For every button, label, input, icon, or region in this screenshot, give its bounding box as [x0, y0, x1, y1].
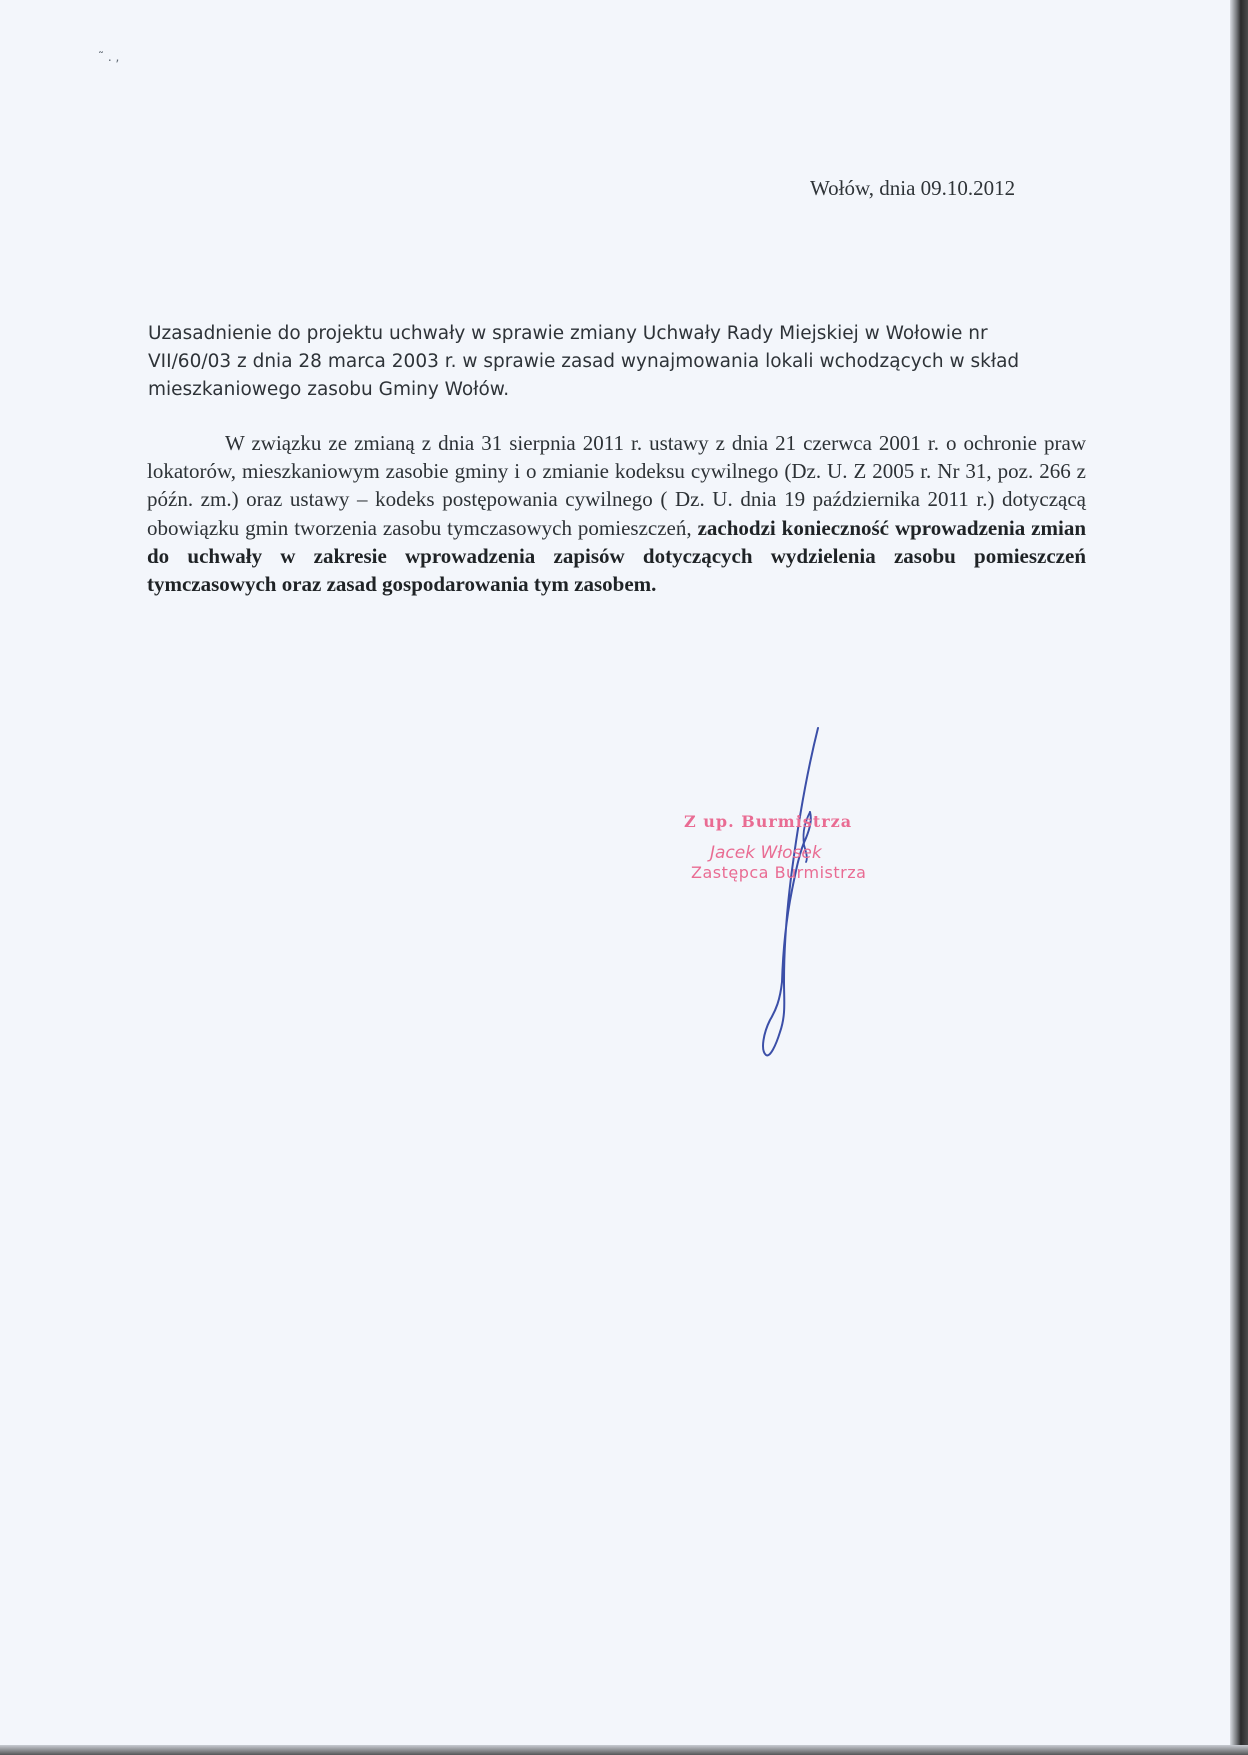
handwritten-signature	[740, 720, 830, 1060]
scan-artifact-mark: ˜ . ,	[98, 50, 120, 64]
body-paragraph	[147, 429, 1086, 598]
scan-bottom-edge	[0, 1745, 1248, 1755]
document-title: Uzasadnienie do projektu uchwały w sprawie zmiany Uchwały Rady Miejskiej w Wołowie nr VII/60/03 z dnia 28 marca 2003 r. w sprawie zasad wynajmowania lokali wchodzących w skład mieszkaniowego zasobu Gminy Wołów.	[148, 323, 1020, 400]
body-regular-text: W związku ze zmianą z dnia 31 sierpnia 2011 r. ustawy z dnia 21 czerwca 2001 r. o ochronie praw lokatorów, mieszkaniowym zasobie gminy i o zmianie kodeksu cywilnego (Dz. U. Z 2005 r. Nr 31, poz. 266 z późn. zm.) oraz ustawy – kodeks postępowania cywilnego ( Dz. U. dnia 19 października 2011 r.) dotyczącą obowiązku gmin tworzenia zasobu tymczasowych pomieszczeń,	[147, 431, 1086, 540]
stamp-line-name: Jacek Włosek	[710, 843, 822, 863]
body-bold-text: zachodzi konieczność wprowadzenia zmian do uchwały w zakresie wprowadzenia zapisów dotyczących wydzielenia zasobu pomieszczeń tymczasowych oraz zasad gospodarowania tym zasobem.	[147, 515, 1087, 597]
signature-stroke	[763, 728, 818, 1055]
stamp-line-position: Zastępca Burmistrza	[691, 863, 867, 882]
scan-right-edge	[1230, 0, 1248, 1755]
date-line: Wołów, dnia 09.10.2012	[810, 176, 1016, 200]
stamp-line-authority: Z up. Burmistrza	[684, 812, 853, 831]
official-stamp	[680, 812, 920, 882]
